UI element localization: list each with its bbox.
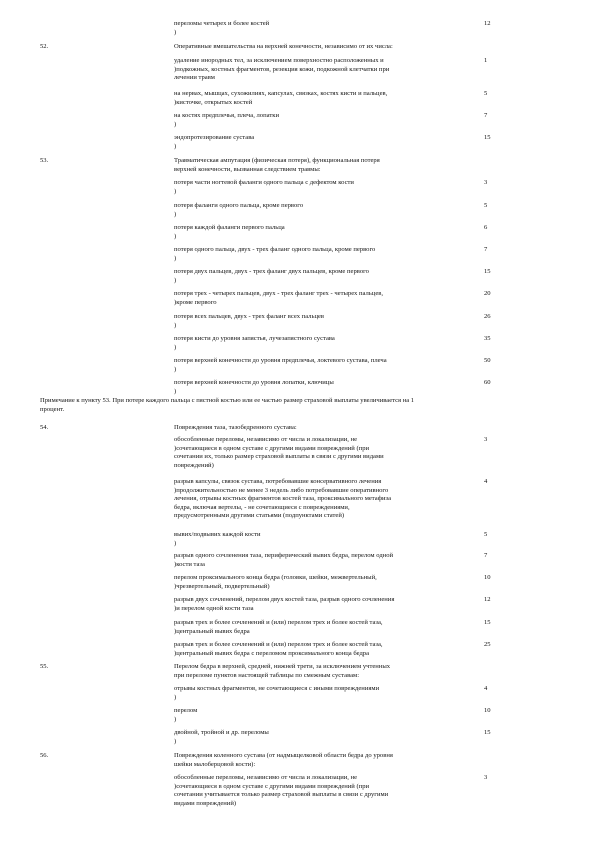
item-text: обособленные переломы, независимо от числа и локализации, не )сочетающиеся в одном суставе с другими видами повреждений (при сочетании учитывается только размер страховой выплаты в связи с другими видами повреждений)	[174, 774, 389, 807]
item-text: Повреждения коленного сустава (от надмыщелковой области бедра до уровня шейки малоберцовой кости):	[174, 752, 393, 768]
item-value: 10	[484, 574, 491, 581]
item-text: потеря одного пальца, двух - трех фаланг одного пальца, кроме первого )	[174, 246, 376, 262]
item-value: 12	[484, 20, 491, 27]
item-text: отрывы костных фрагментов, не сочетающиеся с иными повреждениями )	[174, 685, 380, 701]
item-text: двойной, тройной и др. переломы )	[174, 729, 269, 745]
item-text: перелом )	[174, 707, 198, 723]
item-text: на костях предплечья, плеча, лопатки )	[174, 112, 279, 128]
note-53: Примечание к пункту 53. При потере каждого пальца с пястной костью или ее частью размер страховой выплаты увеличивается на 1 процент.	[40, 397, 415, 413]
item-text: Оперативные вмешательства на верхней конечности, независимо от их числа:	[174, 43, 393, 50]
item-value: 12	[484, 596, 491, 603]
item-value: 20	[484, 290, 491, 297]
item-number: 56.	[40, 752, 49, 759]
item-text: на нервах, мышцах, сухожилиях, капсулах, связках, костях кисти и пальцев, )кисточке, открытых костей	[174, 90, 388, 106]
item-value: 3	[484, 774, 488, 781]
item-value: 4	[484, 478, 488, 485]
item-text: Перелом бедра в верхней, средней, нижней трети, за исключением учтенных при переломе пунктов настоящей таблицы по смежным суставам:	[174, 663, 391, 679]
item-value: 5	[484, 90, 488, 97]
item-value: 3	[484, 436, 488, 443]
item-text: потеря двух пальцев, двух - трех фаланг двух пальцев, кроме первого )	[174, 268, 369, 284]
item-value: 6	[484, 224, 488, 231]
item-text: разрыв трех и более сочленений и (или) перелом трех и более костей таза, )центральный вывих бедра с переломом проксимального конца бедра	[174, 641, 383, 657]
item-value: 7	[484, 552, 488, 559]
item-value: 15	[484, 268, 491, 275]
item-text: потеря всех пальцев, двух - трех фаланг всех пальцев )	[174, 313, 325, 329]
item-text: перелом проксимального конца бедра (головки, шейки, межвертельный, )чрезвертельный, подвертельный)	[174, 574, 377, 590]
item-value: 7	[484, 112, 488, 119]
item-text: переломы четырех и более костей )	[174, 20, 270, 36]
item-value: 15	[484, 619, 491, 626]
item-number: 54.	[40, 424, 49, 431]
item-text: потеря кисти до уровня запястья, лучезапястного сустава )	[174, 335, 335, 351]
item-text: потеря части ногтевой фаланги одного пальца с дефектом кости )	[174, 179, 354, 195]
item-text: потеря верхней конечности до уровня лопатки, ключицы )	[174, 379, 334, 395]
item-value: 35	[484, 335, 491, 342]
item-text: потеря трех - четырех пальцев, двух - трех фаланг трех - четырех пальцев, )кроме первого	[174, 290, 384, 306]
item-text: удаление инородных тел, за исключением поверхностно расположенных и )подкожных, костных фрагментов, резекция кожи, подкожной клетчатки при лечении травм	[174, 57, 390, 81]
item-number: 52.	[40, 43, 49, 50]
item-text: потеря каждой фаланги первого пальца )	[174, 224, 285, 240]
item-value: 1	[484, 57, 488, 64]
item-text: потеря фаланги одного пальца, кроме первого )	[174, 202, 304, 218]
item-value: 5	[484, 202, 488, 209]
item-text: разрыв трех и более сочленений и (или) перелом трех и более костей таза, )центральный вывих бедра	[174, 619, 383, 635]
item-text: Повреждения таза, тазобедренного сустава:	[174, 424, 297, 431]
item-text: обособленные переломы, независимо от числа и локализации, не )сочетающиеся в одном суставе с другими видами повреждений (при сочетании их, только размер страховой выплаты в связи с другими видами повреждений)	[174, 436, 384, 469]
item-value: 3	[484, 179, 488, 186]
item-value: 50	[484, 357, 491, 364]
item-value: 60	[484, 379, 491, 386]
item-text: разрыв двух сочленений, перелом двух костей таза, разрыв одного сочленения )и перелом одной кости таза	[174, 596, 395, 612]
item-value: 10	[484, 707, 491, 714]
item-text: Травматическая ампутация (физическая потеря), функциональная потеря верхней конечности, вызванная следствием травмы:	[174, 157, 380, 173]
item-number: 53.	[40, 157, 49, 164]
item-value: 4	[484, 685, 488, 692]
item-value: 7	[484, 246, 488, 253]
item-text: разрыв капсулы, связок сустава, потребовавшие консервативного лечения )продолжительностью не менее 3 недель либо потребовавшие оперативного лечения, отрывы костных фрагментов костей таза, проксимального метафиза бедра, включая вертелы, - не сочетающиеся с повреждениями, предусмотренными другими статьями (подпунктами статей)	[174, 478, 392, 519]
item-text: вывих/подвывих каждой кости )	[174, 531, 261, 547]
item-text: разрыв одного сочленения таза, периферический вывих бедра, перелом одной )кости таза	[174, 552, 394, 568]
item-value: 15	[484, 134, 491, 141]
item-value: 5	[484, 531, 488, 538]
item-value: 26	[484, 313, 491, 320]
item-text: потеря верхней конечности до уровня предплечья, локтевого сустава, плеча )	[174, 357, 387, 373]
item-text: эндопротезирование сустава )	[174, 134, 255, 150]
item-value: 25	[484, 641, 491, 648]
item-value: 15	[484, 729, 491, 736]
item-number: 55.	[40, 663, 49, 670]
